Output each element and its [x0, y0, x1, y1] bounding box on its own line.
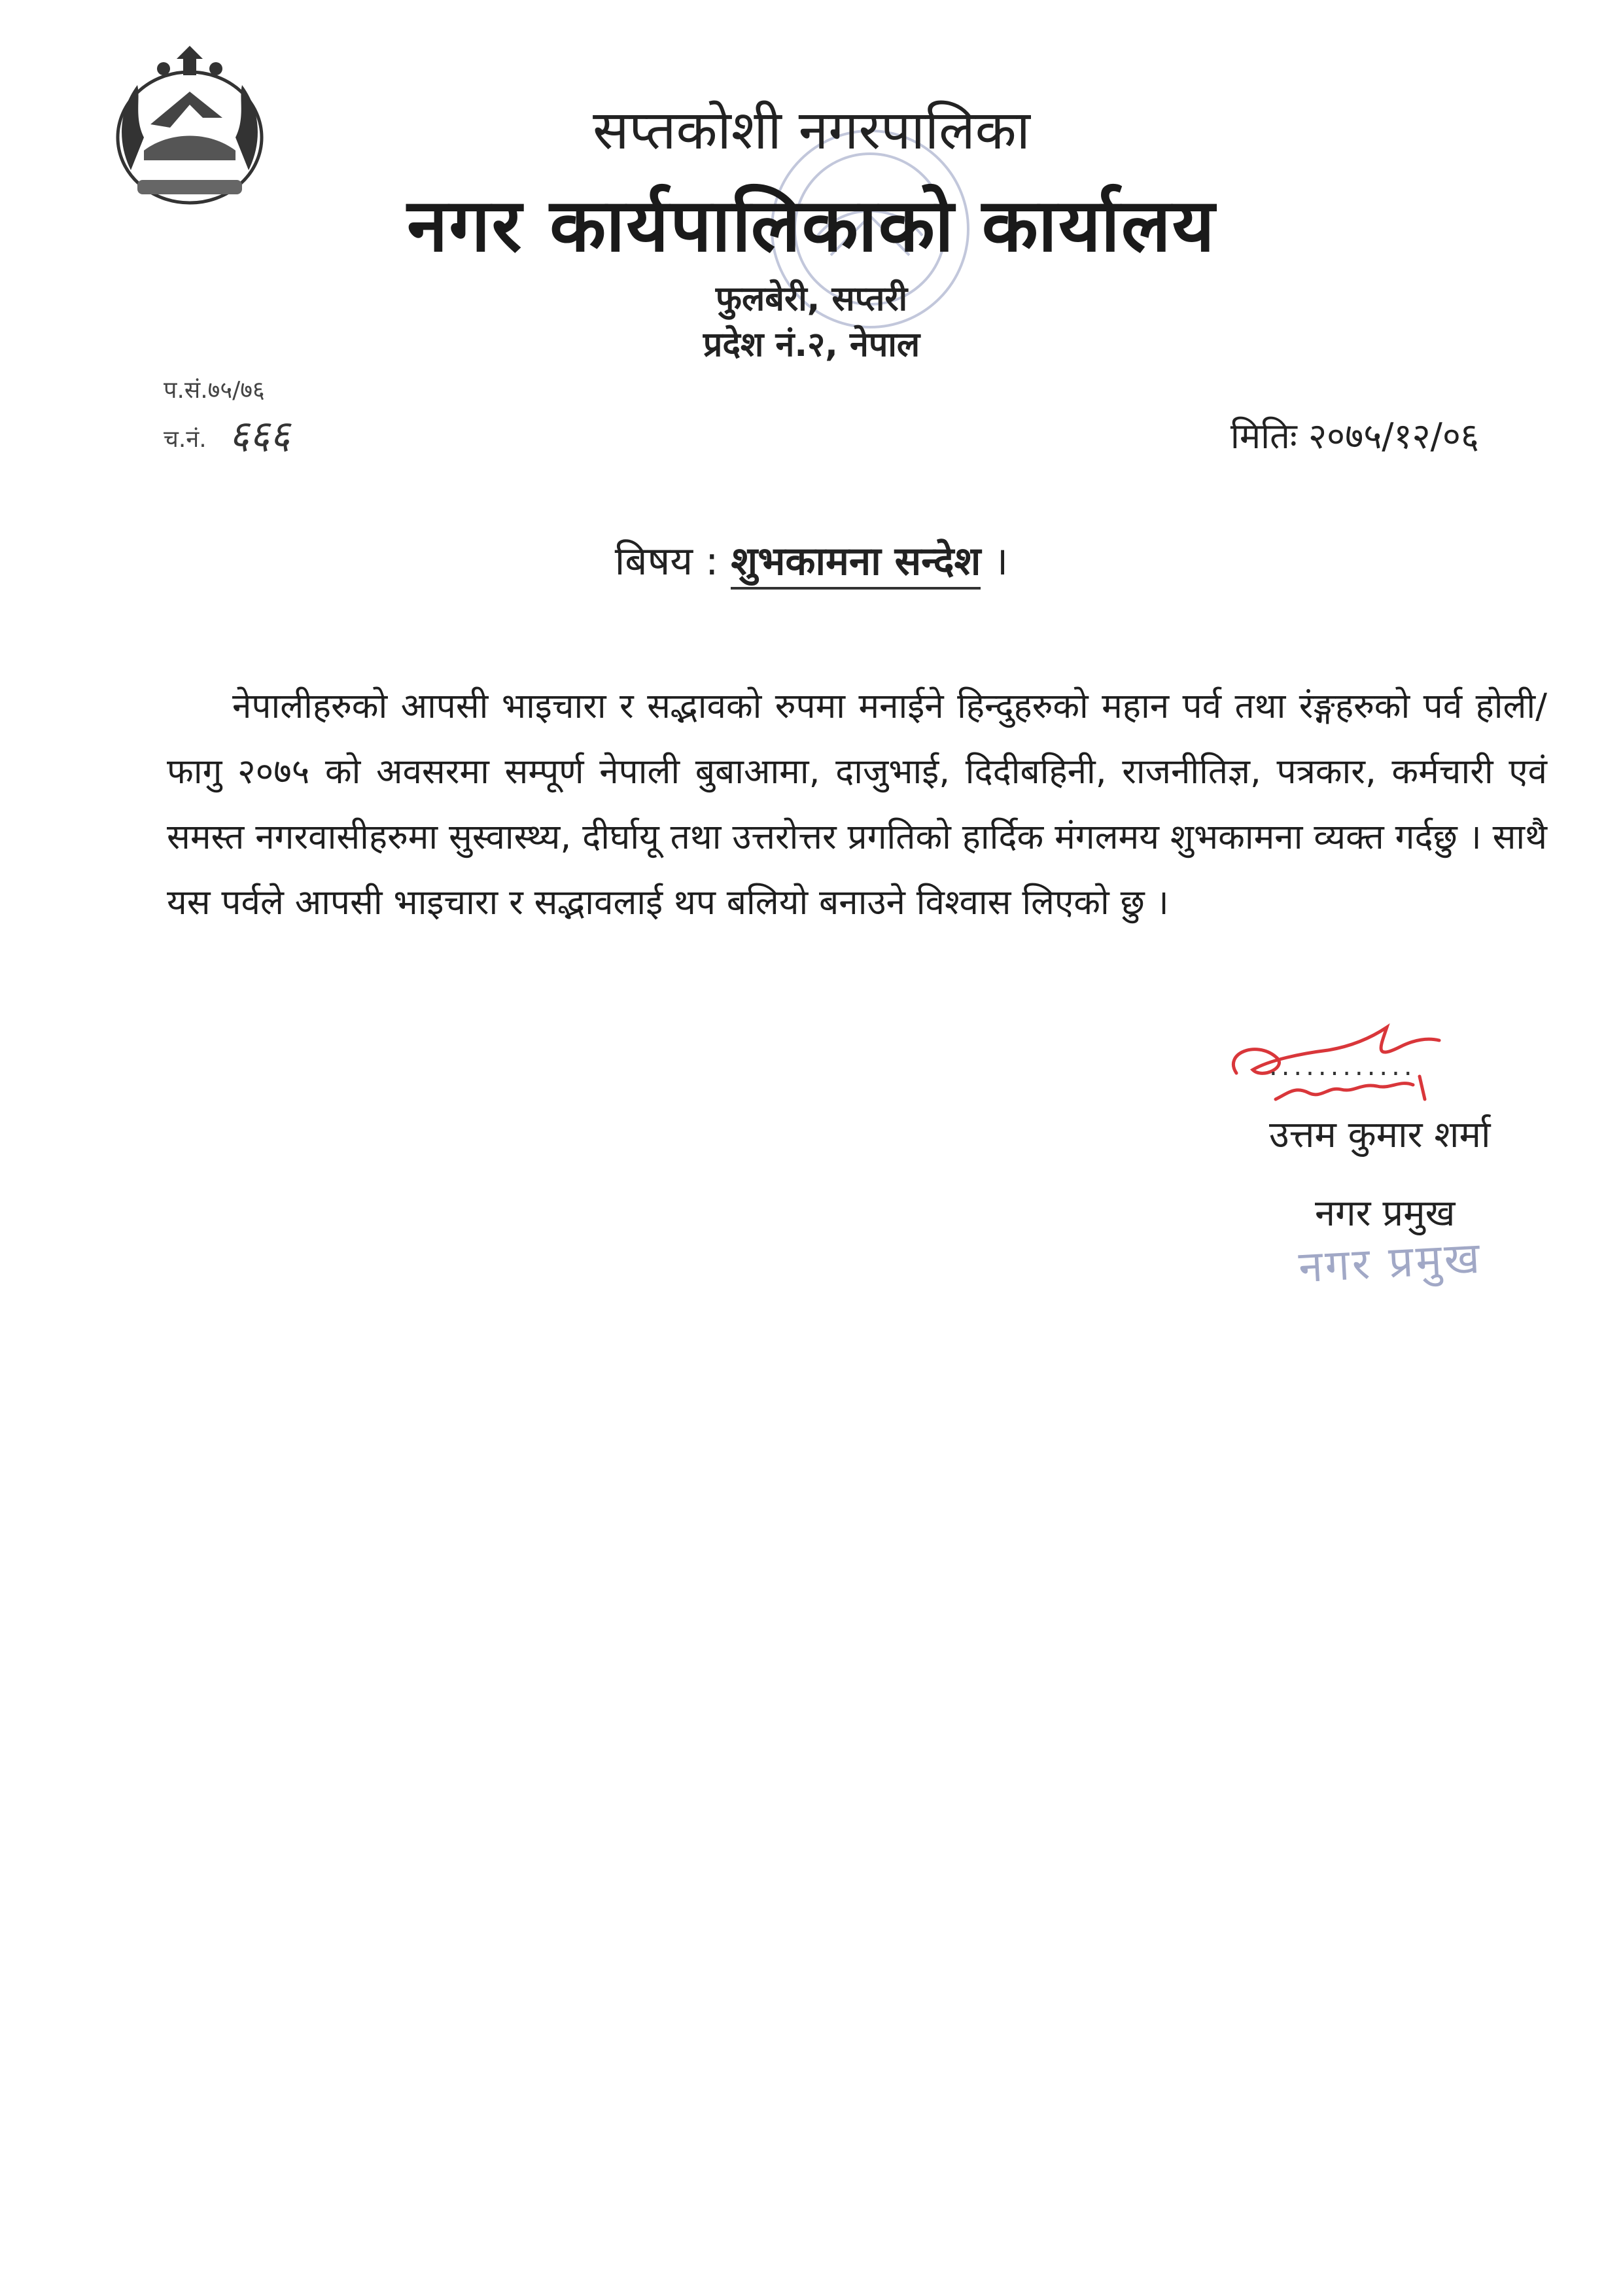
letter-date: मितिः २०७५/१२/०६	[1230, 415, 1479, 457]
letter-no-value: ६६६	[229, 412, 290, 458]
subject-line	[0, 535, 1623, 588]
body-paragraph: नेपालीहरुको आपसी भाइचारा र सद्भावको रुपमा मनाईने हिन्दुहरुको महान पर्व तथा रंङ्गहरुको पर्व होली/फागु २०७५ को अवसरमा सम्पूर्ण नेपाली बुबाआमा, दाजुभाई, दिदीबहिनी, राजनीतिज्ञ, पत्रकार, कर्मचारी एवं समस्त नगरवासीहरुमा सुस्वास्थ्य, दीर्घायू तथा उत्तरोत्तर प्रगतिको हार्दिक मंगलमय शुभकामना व्यक्त गर्दछु । साथै यस पर्वले आपसी भाइचारा र सद्भावलाई थप बलियो बनाउने विश्वास लिएको छु ।	[167, 686, 1547, 923]
subject-label: बिषय :	[614, 539, 719, 584]
subject-text: शुभकामना सन्देश	[731, 539, 981, 590]
address-line-1: फुलबेरी, सप्तरी	[715, 279, 908, 319]
office-name: नगर कार्यपालिकाको कार्यालय	[407, 183, 1216, 268]
org-name: सप्तकोशी नगरपालिका	[593, 99, 1030, 162]
signer-title: नगर प्रमुख	[1315, 1192, 1456, 1235]
subject-end: ।	[993, 539, 1009, 584]
signature-dots: ............	[1269, 1051, 1416, 1082]
address-line-2: प्रदेश नं.२, नेपाल	[703, 325, 920, 364]
signer-name: उत्तम कुमार शर्मा	[1269, 1114, 1491, 1156]
fiscal-year-label: प.सं.७५/७६	[164, 377, 265, 404]
letter-no-label: च.नं.	[164, 426, 207, 453]
title-stamp: नगर प्रमुख	[1297, 1232, 1484, 1293]
